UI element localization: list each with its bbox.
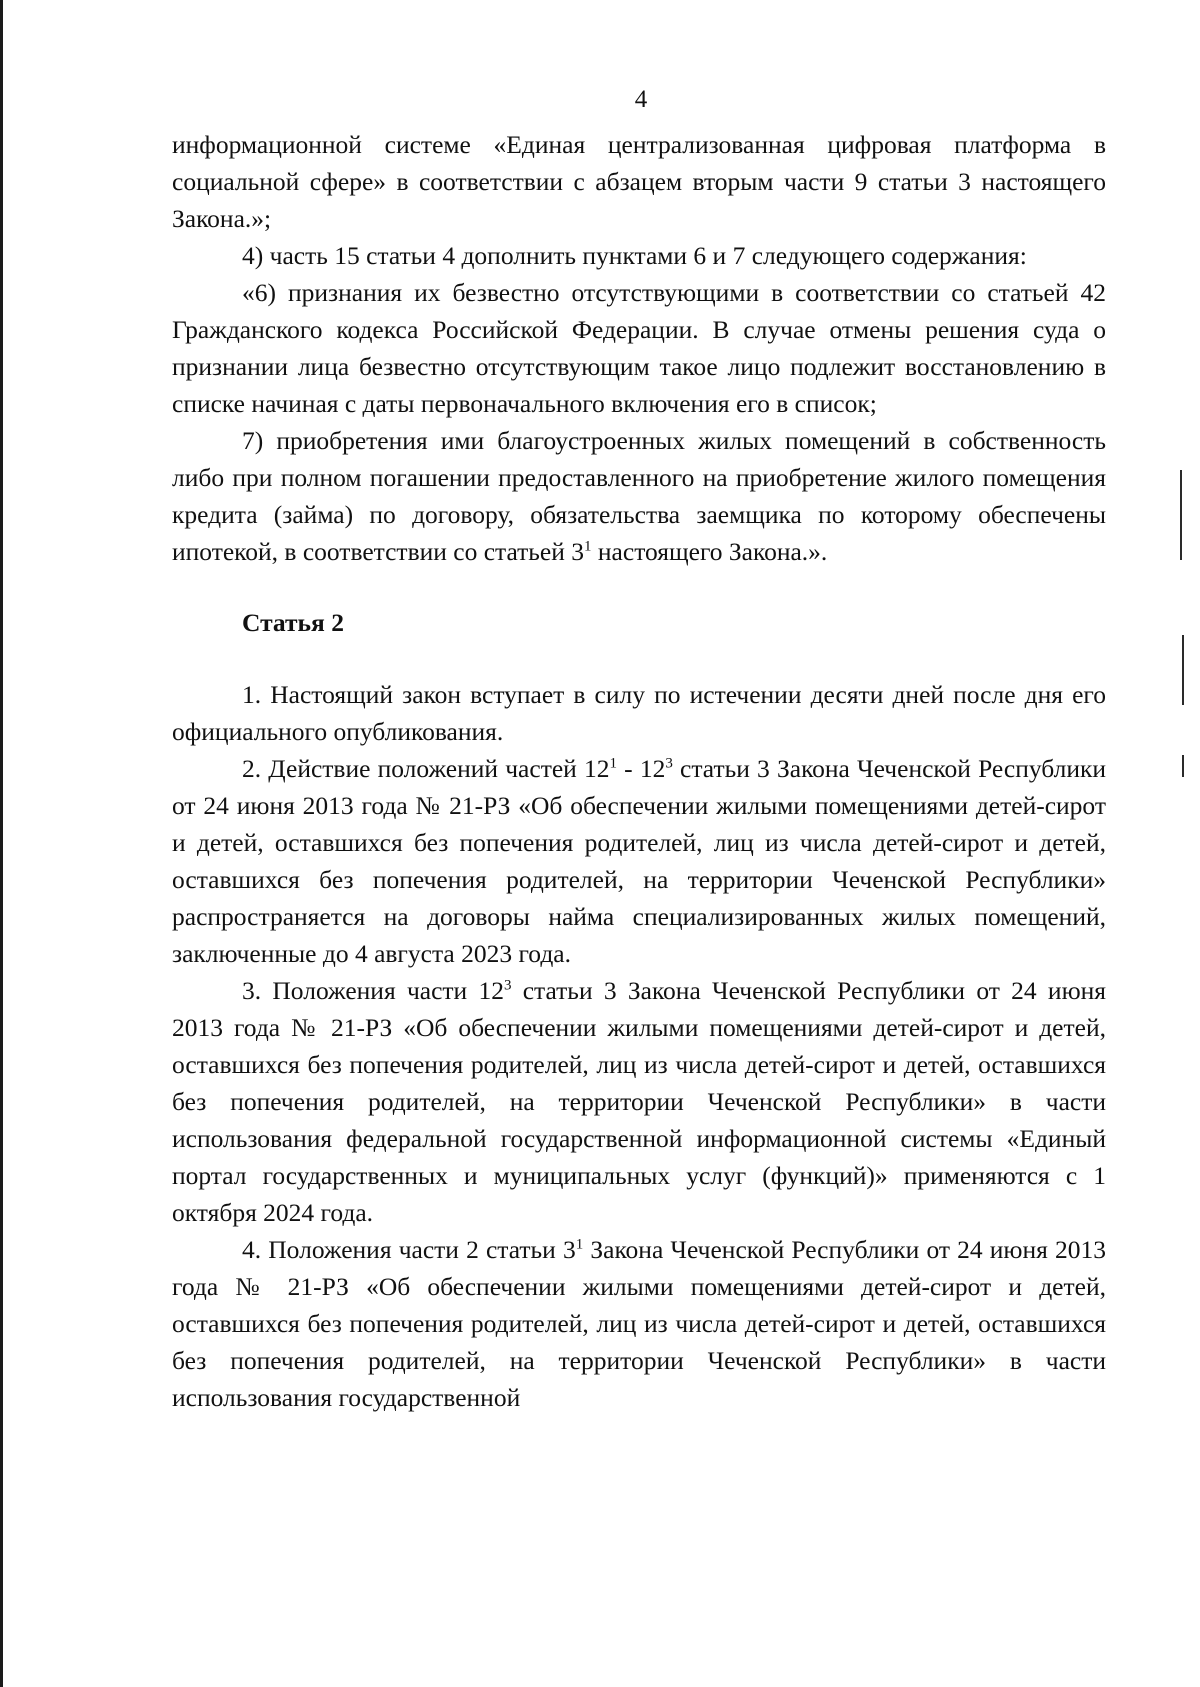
paragraph [172,1231,1106,1416]
superscript: 3 [503,977,512,994]
text-run: статьи 3 Закона Чеченской Республики от 24 июня 2013 года № 21-РЗ «Об обеспечении жилыми помещениями детей-сирот и детей, оставшихся без попечения родителей, лиц из числа детей-сирот и детей, оставшихся без попечения родителей, на территории Чеченской Республики» распространяется на договоры найма специализированных жилых помещений, заключенные до 4 августа 2023 года. [172,754,1107,968]
scan-mark [1180,470,1182,560]
paragraph [172,237,1106,274]
text-run: 2. Действие положений частей 12 [242,754,610,783]
text-run: 1. Настоящий закон вступает в силу по истечении десяти дней после дня его официального опубликования. [172,680,1106,746]
text-run: «6) признания их безвестно отсутствующими в соответствии со статьей 42 Гражданского кодекса Российской Федерации. В случае отмены решения суда о признании лица безвестно отсутствующим такое лицо подлежит восстановлению в списке начиная с даты первоначального включения его в список; [172,278,1106,418]
text-run: Статья 2 [242,608,344,637]
paragraph [172,972,1106,1231]
text-run: 3. Положения части 12 [242,976,504,1005]
superscript: 3 [665,755,673,772]
paragraph [172,750,1106,972]
document-body [172,126,1106,1416]
text-run: 4) часть 15 статьи 4 дополнить пунктами 6 и 7 следующего содержания: [242,241,1027,270]
paragraph [172,676,1106,750]
text-run: статьи 3 Закона Чеченской Республики от 24 июня 2013 года № 21-РЗ «Об обеспечении жилыми помещениями детей-сирот и детей, оставшихся без попечения родителей, лиц из числа детей-сирот и детей, оставшихся без попечения родителей, на территории Чеченской Республики» в части использования федеральной государственной информационной системы «Единый портал государственных и муниципальных услуг (функций)» применяются с 1 октября 2024 года. [172,976,1106,1227]
text-run: 4. Положения части 2 статьи 3 [242,1235,576,1264]
superscript: 1 [575,1236,584,1253]
page-number: 4 [634,86,648,113]
text-run: информационной системе «Единая централизованная цифровая платформа в социальной сфере» в соответствии с абзацем вторым части 9 статьи 3 настоящего Закона.»; [172,130,1106,233]
text-run: Закона Чеченской Республики от 24 июня 2013 года № 21-РЗ «Об обеспечении жилыми помещениями детей-сирот и детей, оставшихся без попечения родителей, лиц из числа детей-сирот и детей, оставшихся без попечения родителей, на территории Чеченской Республики» в части использования государственной [172,1235,1106,1412]
scan-mark [1182,635,1184,705]
paragraph [172,126,1106,237]
scan-left-edge [0,0,3,1687]
paragraph [172,274,1106,422]
text-run: настоящего Закона.». [591,537,828,566]
paragraph [172,422,1106,570]
text-run: 7) приобретения ими благоустроенных жилых помещений в собственность либо при полном погашении предоставленного на приобретение жилого помещения кредита (займа) по договору, обязательства заемщика по которому обеспечены ипотекой, в соответствии со статьей 3 [172,426,1106,566]
text-run: - 12 [616,754,666,783]
superscript: 1 [609,755,617,772]
scan-mark [1182,755,1184,777]
superscript: 1 [584,538,592,555]
article-heading [242,604,1106,641]
